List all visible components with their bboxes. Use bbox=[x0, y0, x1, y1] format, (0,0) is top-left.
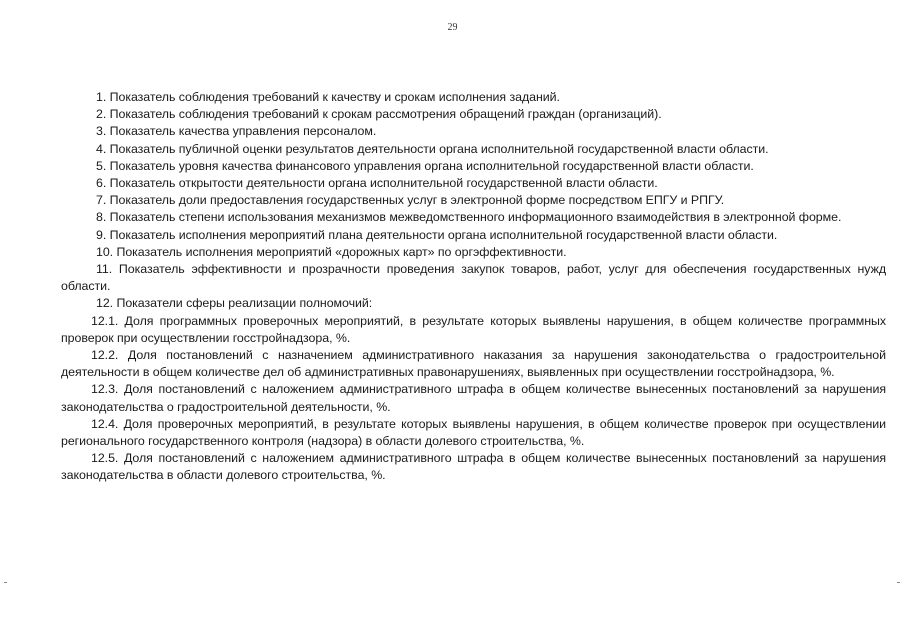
paragraph-7: 7. Показатель доли предоставления государственных услуг в электронной форме посредством ЕПГУ и РПГУ. bbox=[96, 193, 725, 208]
paragraph-11: 11. Показатель эффективности и прозрачности проведения закупок товаров, работ, услуг для обеспечения государственных нужд области. bbox=[61, 262, 886, 294]
paragraph-12-2: 12.2. Доля постановлений с назначением административного наказания за нарушения законодательства о градостроительной деятельности в общем количестве дел об административных правонарушениях, выявленных при осуществлении госстройнадзора, %. bbox=[61, 348, 886, 380]
paragraph-12-1: 12.1. Доля программных проверочных мероприятий, в результате которых выявлены нарушения, в общем количестве программных проверок при осуществлении госстройнадзора, %. bbox=[61, 313, 886, 345]
paragraph-2: 2. Показатель соблюдения требований к срокам рассмотрения обращений граждан (организаций). bbox=[96, 107, 662, 122]
paragraph-9: 9. Показатель исполнения мероприятий плана деятельности органа исполнительной государственной власти области. bbox=[96, 227, 778, 242]
scan-edge-mark-right bbox=[897, 582, 900, 583]
paragraph-4: 4. Показатель публичной оценки результатов деятельности органа исполнительной государственной власти области. bbox=[96, 141, 769, 156]
paragraph-3: 3. Показатель качества управления персоналом. bbox=[96, 124, 377, 139]
paragraph-6: 6. Показатель открытости деятельности органа исполнительной государственной власти области. bbox=[96, 176, 658, 191]
document-body bbox=[61, 89, 886, 485]
paragraph-10: 10. Показатель исполнения мероприятий «дорожных карт» по оргэффективности. bbox=[96, 244, 567, 259]
paragraph-12-4: 12.4. Доля проверочных мероприятий, в результате которых выявлены нарушения, в общем количестве проверок при осуществлении регионального государственного контроля (надзора) в области долевого строительства, %. bbox=[61, 416, 886, 449]
paragraph-12-5: 12.5. Доля постановлений с наложением административного штрафа в общем количестве вынесенных постановлений за нарушения законодательства в области долевого строительства, %. bbox=[61, 451, 886, 483]
paragraph-12: 12. Показатели сферы реализации полномочий: bbox=[96, 296, 373, 311]
page-number: 29 bbox=[447, 22, 458, 33]
paragraph-5: 5. Показатель уровня качества финансового управления органа исполнительной государственной власти области. bbox=[96, 158, 754, 173]
paragraph-1: 1. Показатель соблюдения требований к качеству и срокам исполнения заданий. bbox=[96, 90, 560, 104]
paragraph-8: 8. Показатель степени использования механизмов межведомственного информационного взаимодействия в электронной форме. bbox=[96, 210, 842, 225]
paragraph-12-3: 12.3. Доля постановлений с наложением административного штрафа в общем количестве вынесенных постановлений за нарушения законодательства о градостроительной деятельности, %. bbox=[61, 382, 886, 414]
scan-edge-mark-left bbox=[4, 582, 7, 583]
